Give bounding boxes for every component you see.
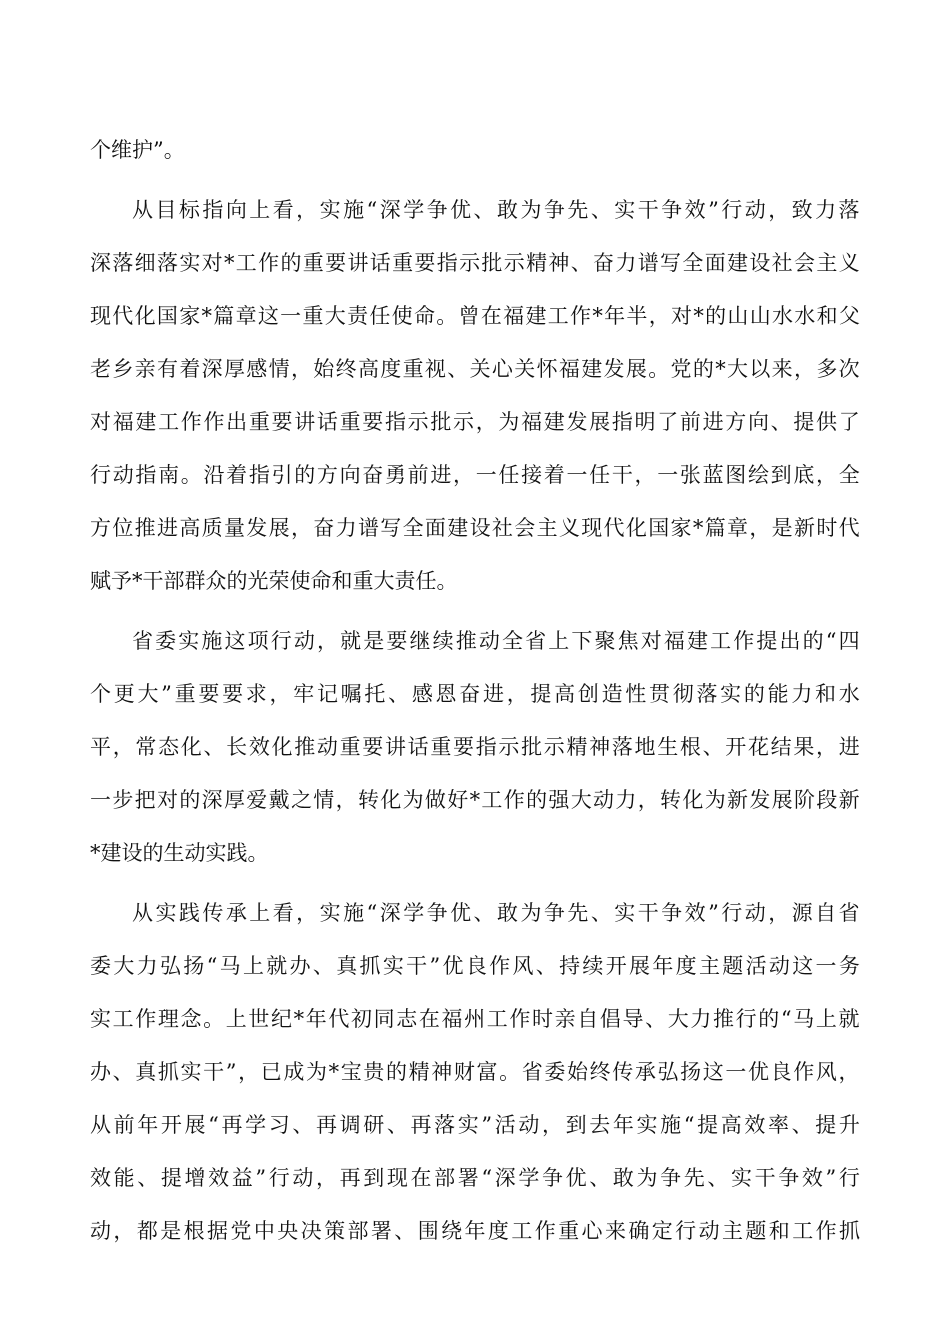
- text-line: 动 ， 都 是 根 据 党 中 央 决 策 部 署 、 围 绕 年 度 工 作 重 心 来 确 定 行 动 主 题 和 工 作 抓: [90, 1219, 860, 1243]
- text-line: 个维护”。: [90, 138, 185, 162]
- text-line: 对 福 建 工 作 作 出 重 要 讲 话 重 要 指 示 批 示 ， 为 福 建 发 展 指 明 了 前 进 方 向 、 提 供 了: [90, 410, 860, 434]
- text-line: *建设的生动实践。: [90, 841, 269, 865]
- text-line: 一 步 把 对 的 深 厚 爱 戴 之 情 ， 转 化 为 做 好 * 工 作 的 强 大 动 力 ， 转 化 为 新 发 展 阶 段 新: [90, 788, 860, 812]
- text-line: 从 实 践 传 承 上 看 ， 实 施 “ 深 学 争 优 、 敢 为 争 先 、 实 干 争 效 ” 行 动 ， 源 自 省: [132, 901, 860, 925]
- text-line: 办 、 真 抓 实 干 ” ， 已 成 为 * 宝 贵 的 精 神 财 富 。 省 委 始 终 传 承 弘 扬 这 一 优 良 作 风 ，: [90, 1060, 860, 1084]
- text-line: 行 动 指 南 。 沿 着 指 引 的 方 向 奋 勇 前 进 ， 一 任 接 着 一 任 干 ， 一 张 蓝 图 绘 到 底 ， 全: [90, 463, 860, 487]
- text-line: 现 代 化 国 家 * 篇 章 这 一 重 大 责 任 使 命 。 曾 在 福 建 工 作 * 年 半 ， 对 * 的 山 山 水 水 和 父: [90, 304, 860, 328]
- text-line: 赋予*干部群众的光荣使命和重大责任。: [90, 569, 458, 593]
- text-line: 效 能 、 提 增 效 益 ” 行 动 ， 再 到 现 在 部 署 “ 深 学 争 优 、 敢 为 争 先 、 实 干 争 效 ” 行: [90, 1166, 860, 1190]
- text-line: 个 更 大 ” 重 要 要 求 ， 牢 记 嘱 托 、 感 恩 奋 进 ， 提 高 创 造 性 贯 彻 落 实 的 能 力 和 水: [90, 682, 860, 706]
- text-line: 从 目 标 指 向 上 看 ， 实 施 “ 深 学 争 优 、 敢 为 争 先 、 实 干 争 效 ” 行 动 ， 致 力 落: [132, 198, 860, 222]
- text-line: 实 工 作 理 念 。 上 世 纪 * 年 代 初 同 志 在 福 州 工 作 时 亲 自 倡 导 、 大 力 推 行 的 “ 马 上 就: [90, 1007, 860, 1031]
- text-line: 从 前 年 开 展 “ 再 学 习 、 再 调 研 、 再 落 实 ” 活 动 ， 到 去 年 实 施 “ 提 高 效 率 、 提 升: [90, 1113, 860, 1137]
- text-line: 委 大 力 弘 扬 “ 马 上 就 办 、 真 抓 实 干 ” 优 良 作 风 、 持 续 开 展 年 度 主 题 活 动 这 一 务: [90, 954, 860, 978]
- text-line: 省 委 实 施 这 项 行 动 ， 就 是 要 继 续 推 动 全 省 上 下 聚 焦 对 福 建 工 作 提 出 的 “ 四: [132, 629, 860, 653]
- text-line: 平 ， 常 态 化 、 长 效 化 推 动 重 要 讲 话 重 要 指 示 批 示 精 神 落 地 生 根 、 开 花 结 果 ， 进: [90, 735, 860, 759]
- text-line: 老 乡 亲 有 着 深 厚 感 情 ， 始 终 高 度 重 视 、 关 心 关 怀 福 建 发 展 。 党 的 * 大 以 来 ， 多 次: [90, 357, 860, 381]
- text-line: 方 位 推 进 高 质 量 发 展 ， 奋 力 谱 写 全 面 建 设 社 会 主 义 现 代 化 国 家 * 篇 章 ， 是 新 时 代: [90, 516, 860, 540]
- text-line: 深 落 细 落 实 对 * 工 作 的 重 要 讲 话 重 要 指 示 批 示 精 神 、 奋 力 谱 写 全 面 建 设 社 会 主 义: [90, 251, 860, 275]
